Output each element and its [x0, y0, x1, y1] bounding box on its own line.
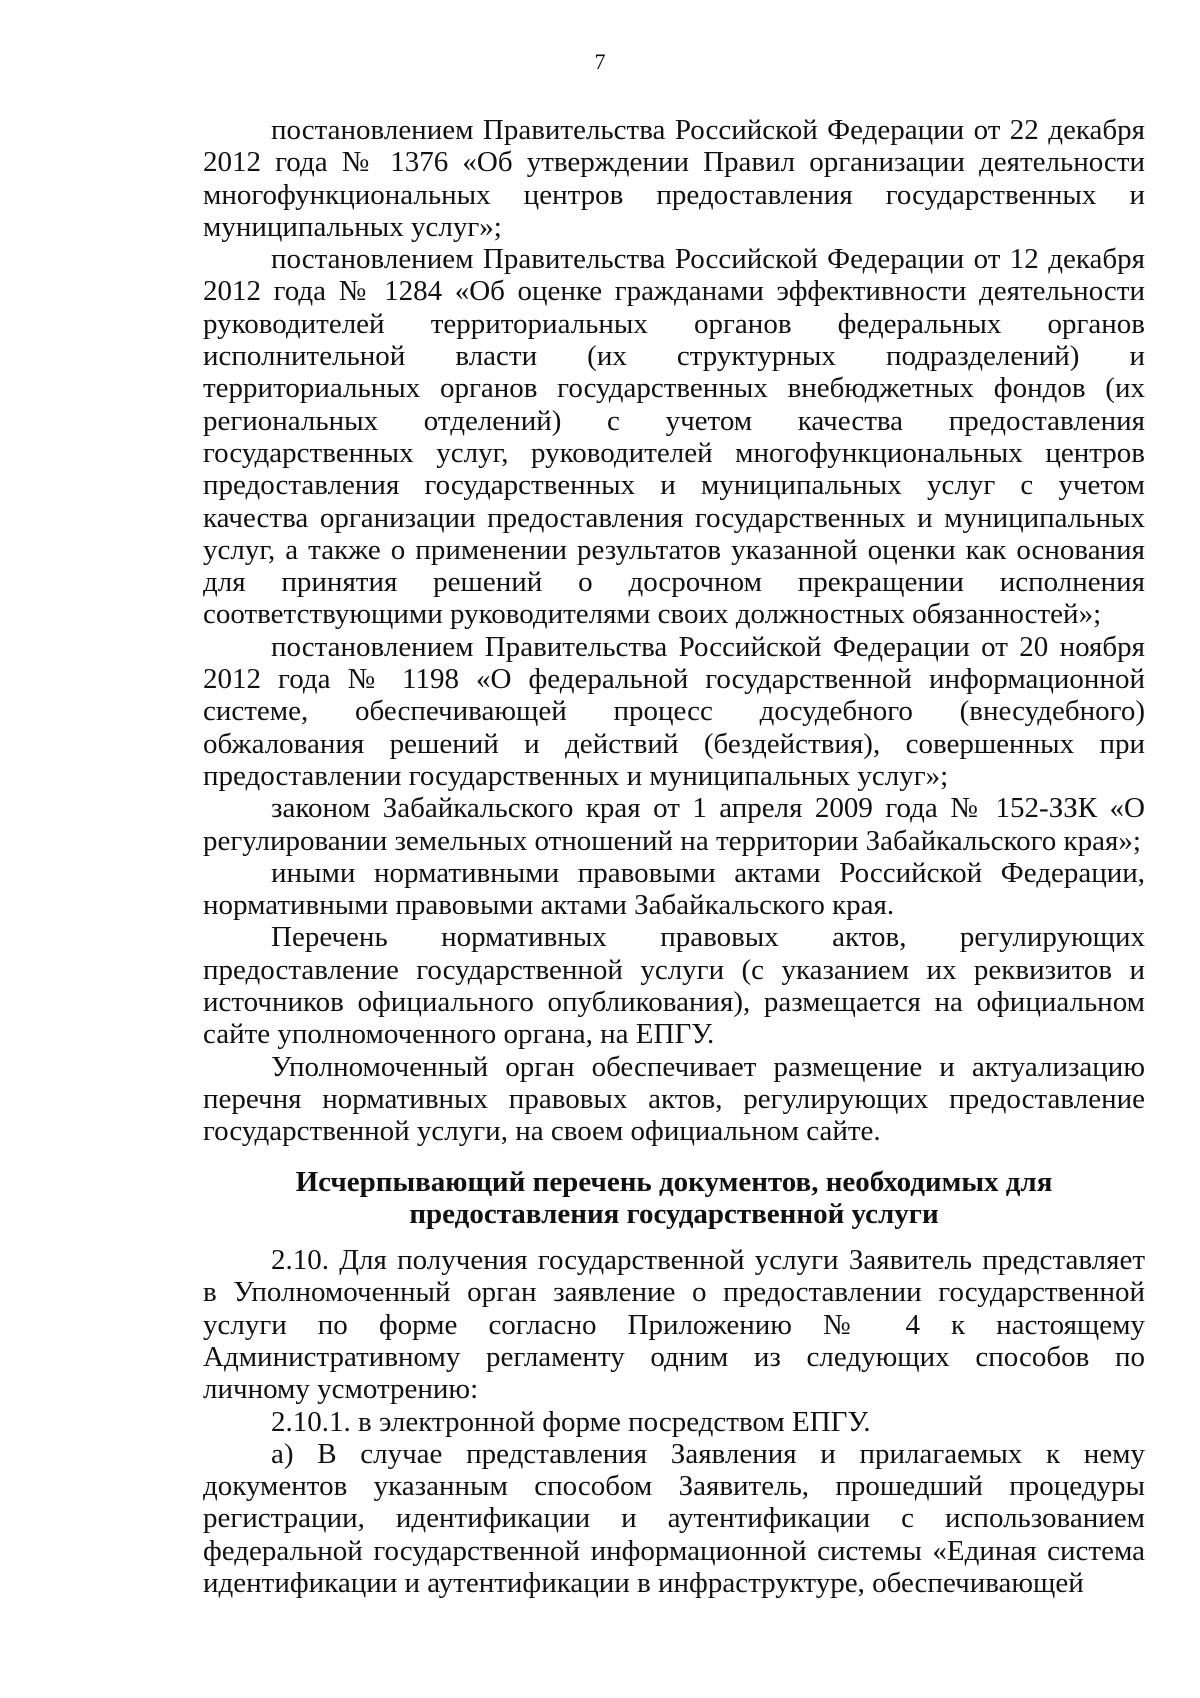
document-body [203, 114, 1145, 1599]
paragraph-law-152-zzk: законом Забайкальского края от 1 апреля 2009 года № 152-ЗЗК «О регулировании земельных отношений на территории Забайкальского края»; [203, 792, 1145, 857]
page-number: 7 [594, 49, 606, 74]
paragraph-acts-list: Перечень нормативных правовых актов, регулирующих предоставление государственной услуги (с указанием их реквизитов и источников официального опубликования), размещается на официальном сайте уполномоченного органа, на ЕПГУ. [203, 921, 1145, 1051]
paragraph-decree-1284: постановлением Правительства Российской Федерации от 12 декабря 2012 года № 1284 «Об оценке гражданами эффективности деятельности руководителей территориальных органов федеральных органов исполнительной власти (их структурных подразделений) и территориальных органов государственных внебюджетных фондов (их региональных отделений) с учетом качества предоставления государственных услуг, руководителей многофункциональных центров предоставления государственных и муниципальных услуг с учетом качества организации предоставления государственных и муниципальных услуг, а также о применении результатов указанной оценки как основания для принятия решений о досрочном прекращении исполнения соответствующими руководителями своих должностных обязанностей»; [203, 243, 1145, 631]
paragraph-2-10-1-a: а) В случае представления Заявления и прилагаемых к нему документов указанным способом Заявитель, прошедший процедуры регистрации, идентификации и аутентификации с использованием федеральной государственной информационной системы «Единая система идентификации и аутентификации в инфраструктуре, обеспечивающей [203, 1437, 1145, 1600]
paragraph-decree-1198: постановлением Правительства Российской Федерации от 20 ноября 2012 года № 1198 «О федеральной государственной информационной системе, обеспечивающей процесс досудебного (внесудебного) обжалования решений и действий (бездействия), совершенных при предоставлении государственных и муниципальных услуг»; [203, 630, 1145, 792]
paragraph-decree-1376: постановлением Правительства Российской Федерации от 22 декабря 2012 года № 1376 «Об утверждении Правил организации деятельности многофункциональных центров предоставления государственных и муниципальных услуг»; [203, 114, 1145, 243]
paragraph-2-10: 2.10. Для получения государственной услуги Заявитель представляет в Уполномоченный орган заявление о предоставлении государственной услуги по форме согласно Приложению № 4 к настоящему Административному регламенту одним из следующих способов по личному усмотрению: [203, 1244, 1145, 1406]
section-heading-line-1: Исчерпывающий перечень документов, необходимых для [295, 1165, 1053, 1198]
paragraph-2-10-1: 2.10.1. в электронной форме посредством ЕПГУ. [271, 1405, 871, 1438]
section-heading-line-2: предоставления государственной услуги [409, 1197, 939, 1230]
section-heading [203, 1166, 1145, 1231]
paragraph-authority-publishing: Уполномоченный орган обеспечивает размещение и актуализацию перечня нормативных правовых актов, регулирующих предоставление государственной услуги, на своем официальном сайте. [203, 1050, 1145, 1148]
paragraph-other-acts: иными нормативными правовыми актами Российской Федерации, нормативными правовыми актами Забайкальского края. [203, 856, 1145, 922]
